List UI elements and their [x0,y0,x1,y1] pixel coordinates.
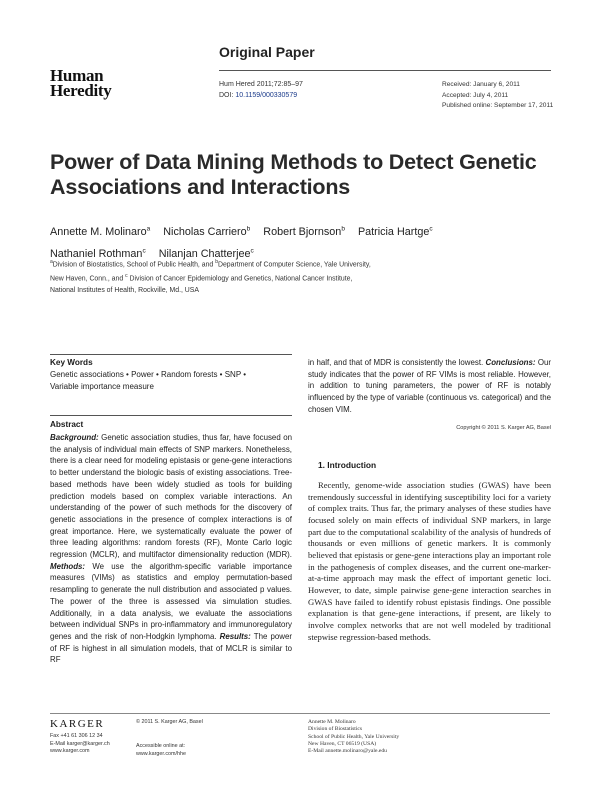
header-rule [219,70,551,71]
conclusions-label: Conclusions: [485,358,536,367]
abstract-copyright: Copyright © 2011 S. Karger AG, Basel [456,425,551,431]
paper-title: Power of Data Mining Methods to Detect Genetic Associations and Interactions [50,150,537,199]
accepted-date: Accepted: July 4, 2011 [442,91,509,99]
correspondence-email[interactable]: E-Mail annette.molinaro@yale.edu [308,748,387,755]
author: Nicholas Carriero$^b$ [163,225,251,238]
journal-url[interactable]: www.karger.com/hhe [136,750,187,757]
publication-dates [442,80,553,112]
abstract-text: Background: Genetic association studies, thus far, have focused on the analysis of individual main effects of SNP markers. Nonetheless, there is a clear need for modeling epistasis or gene-gene interactions to better understand the biologic basis of existing associations. Tree-based methods have been widely studied as tools for building prediction models based on complex variable interactions. An understanding of the power of such methods for the discovery of genetic associations in the presence of complex interactions is of great importance. Here, we systematically evaluate the power of three leading algorithms: random forests (RF), Monte Carlo logic regression (MCLR), and multifactor dimensionality reduction (MDR). Methods: We use the algorithm-specific variable importance measures (VIMs) as statistics and employ permutation-based resampling to generate the null distribution and associated p values. The power of the three is assessed via simulation studies. Additionally, in a data analysis, we evaluate the associations between individual SNPs in pro-inflammatory and immunoregulatory genes and the risk of non-Hodgkin lymphoma. Results: The power of RF is highest in all simulation models, that of MCLR is similar to RF [50,433,292,665]
journal-logo-line1: Human [50,66,104,85]
publisher-email[interactable]: E-Mail karger@karger.ch [50,740,110,747]
author: Nilanjan Chatterjee$^c$ [158,247,254,261]
results-label: Results: [219,631,251,641]
author: Annette M. Molinaro$^a$ [50,225,151,238]
footer-copyright: © 2011 S. Karger AG, Basel [136,719,203,725]
citation: Hum Hered 2011;72:85–97 [219,81,303,88]
doi-prefix: DOI: [219,91,236,99]
keywords-heading: Key Words [50,358,93,367]
received-date: Received: January 6, 2011 [442,81,520,88]
citation-block [219,80,303,101]
author: Robert Bjornson$^b$ [263,225,345,238]
methods-label: Methods: [50,561,86,571]
introduction-text: Recently, genome-wide association studies (GWAS) have been tremendously successful in identifying susceptibility loci for a variety of complex traits. Thus far, the primary analyses of these studies have focused solely on main effects of individual SNP markers, in large part due to the computational scalability of the analysis of hundreds of thousands or even millions of genetic markers. It is commonly believed that epistasis or gene-gene interactions play an important role in the pathogenesis of complex diseases, and the current one-marker-at-a-time approach may mask the effect of important genetic loci. However, to date, simple pairwise gene-gene interaction searches in GWAS have failed to identify robust epistasis findings. One possible explanation is that gene-gene interactions, if present, are likely to involve complex networks that are not well modeled by traditional stepwise regression-based methods. [308,480,551,642]
publisher-contact: Fax +41 61 306 12 34 E-Mail karger@karger.ch www.karger.com [50,733,110,754]
author: Patricia Hartge$^c$ [357,225,433,238]
footer-rule [50,713,550,714]
affiliations: $^a$Division of Biostatistics, School of Public Health, and $^b$Department of Computer Science, Yale University, New Haven, Conn., and $^c$ Division of Cancer Epidemiology and Genetics, National Cancer Institute, National Institutes of Health, Rockville, Md., USA [50,259,371,294]
publisher-logo: KARGER [50,718,105,730]
background-label: Background: [50,433,99,442]
keywords: Genetic associations • Power • Random forests • SNP • Variable importance measure [50,370,247,391]
abstract-rule [50,415,292,416]
article-type: Original Paper [219,44,315,60]
abstract-heading: Abstract [50,420,84,429]
abstract-continued: in half, and that of MDR is consistently the lowest. Conclusions: Our study indicates that the power of RF VIMs is most reliable. However, in addition to tuning parameters, the power of RF is notably influenced by the type of variable (continuous vs. categorical) and the chosen VIM. [308,358,551,414]
access-info: Accessible online at: www.karger.com/hhe [136,743,187,757]
doi-link[interactable]: 10.1159/000330579 [235,91,298,99]
publisher-web[interactable]: www.karger.com [50,748,90,754]
author: Nathaniel Rothman$^c$ [50,247,146,261]
correspondence-address: Annette M. Molinaro Division of Biostatistics School of Public Health, Yale University New Haven, CT 06519 (USA) E-Mail annette.molinaro@yale.edu [308,719,551,755]
section-heading-introduction: 1. Introduction [318,460,377,470]
published-date: Published online: September 17, 2011 [442,102,554,109]
journal-logo [50,68,112,98]
keywords-rule [50,354,292,355]
journal-logo-line2: Heredity [50,81,112,100]
doi-line [219,91,303,102]
